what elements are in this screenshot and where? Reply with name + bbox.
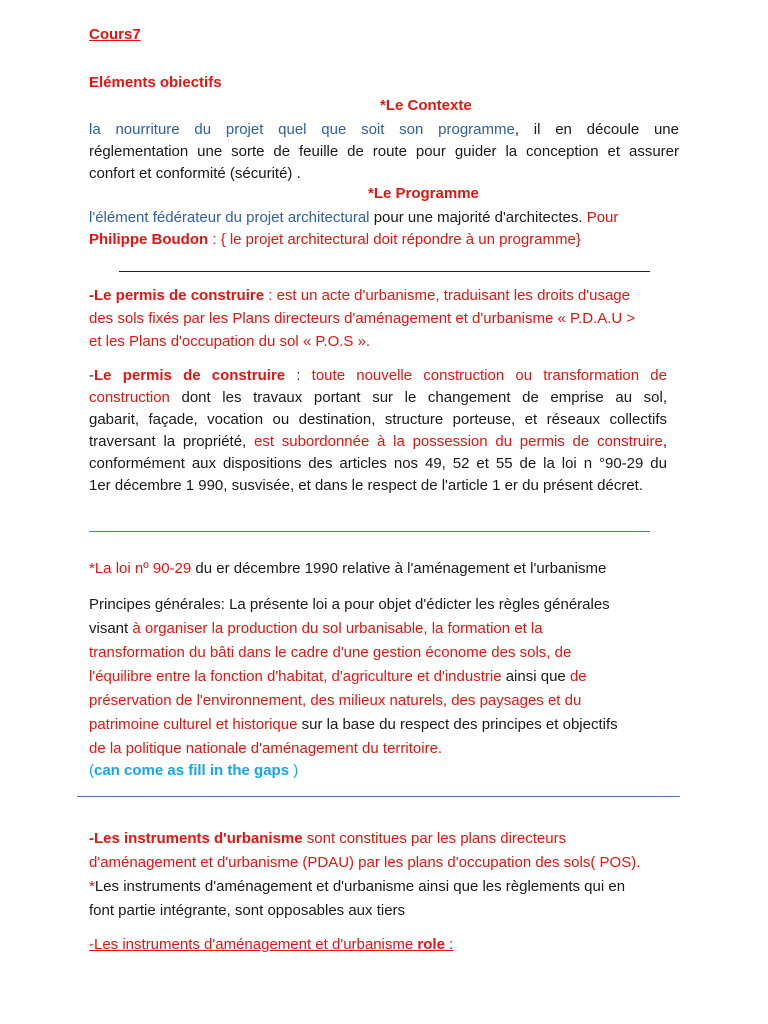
- programme-line-2: [89, 229, 689, 251]
- loi-visant: visant: [89, 620, 133, 637]
- instr-role-label: -Les instruments d'aménagement et d'urbanisme: [89, 936, 418, 953]
- gap-open: (: [89, 762, 94, 779]
- boudon-quote: : { le projet architectural doit répondre à un programme}: [208, 231, 581, 248]
- gap-note: can come as fill in the gaps: [94, 762, 290, 779]
- boudon-name: Philippe Boudon: [89, 231, 209, 248]
- permis2-red-4: est subordonnée à la possession du permis de construire: [253, 433, 663, 450]
- permis2-black-2: dont les travaux portant sur le changement de emprise au sol,: [169, 389, 667, 406]
- permis2-line-3: gabarit, façade, vocation ou destination, structure porteuse, et réseaux collectifs: [89, 411, 667, 428]
- contexte-line-2: réglementation une sorte de feuille de route pour guider la conception et assurer: [89, 143, 679, 160]
- contexte-line-1: [89, 119, 679, 141]
- loi-desc: du er décembre 1990 relative à l'aménagement et l'urbanisme: [191, 560, 607, 577]
- permis2-line-2: [89, 387, 667, 409]
- instr-line-4: font partie intégrante, sont opposables aux tiers: [89, 902, 406, 919]
- loi-p-line-1: Principes générales: La présente loi a pour objet d'édicter les règles générales: [89, 596, 610, 613]
- loi-red-2: à organiser la production du sol urbanisable, la formation et la: [132, 620, 543, 637]
- divider-1: [119, 271, 650, 272]
- heading-programme: *Le Programme: [368, 185, 479, 202]
- permis2-red-1: toute nouvelle construction ou transformation de: [311, 367, 667, 384]
- loi-p-line-4: [89, 665, 689, 689]
- loi-red-6: patrimoine culturel et historique: [89, 716, 298, 733]
- instr-black-3: Les instruments d'aménagement et d'urbanisme ainsi que les règlements qui en: [94, 878, 626, 895]
- permis2-red-2: construction: [89, 389, 170, 406]
- instr-star: *: [89, 878, 95, 895]
- loi-title-line: [89, 558, 689, 580]
- loi-black-6: sur la base du respect des principes et objectifs: [297, 716, 618, 733]
- programme-black-text: pour une majorité d'architectes.: [369, 209, 587, 226]
- section-heading-elements: Eléments obiectifs: [89, 74, 222, 91]
- loi-ainsi: ainsi que: [501, 668, 570, 685]
- loi-p-line-2: [89, 617, 689, 641]
- permis1-line-2: des sols fixés par les Plans directeurs d'aménagement et d'urbanisme « P.D.A.U >: [89, 310, 636, 327]
- instr-line-2: d'aménagement et d'urbanisme (PDAU) par les plans d'occupation des sols( POS).: [89, 854, 641, 871]
- instr-line-5: [89, 933, 689, 957]
- gap-close: ): [289, 762, 299, 779]
- loi-p-line-5: préservation de l'environnement, des milieux naturels, des paysages et du: [89, 692, 582, 709]
- permis2-term: Le permis de construire: [94, 367, 286, 384]
- permis1-line-3: et les Plans d'occupation du sol « P.O.S ».: [89, 333, 371, 350]
- loi-number: *La loi nº 90-29: [89, 560, 192, 577]
- loi-p-line-6: [89, 713, 689, 737]
- loi-p-line-3: transformation du bâti dans le cadre d'une gestion économe des sols, de: [89, 644, 572, 661]
- instr-role-end: :: [444, 936, 454, 953]
- loi-p-line-7: de la politique nationale d'aménagement du territoire.: [89, 740, 443, 757]
- loi-p-line-8: [89, 760, 689, 782]
- programme-blue-text: l'élément fédérateur du projet architectural: [89, 209, 370, 226]
- permis2-line-5: conformément aux dispositions des articles nos 49, 52 et 55 de la loi n °90-29 du: [89, 455, 667, 472]
- contexte-line-3: confort et conformité (sécurité) .: [89, 165, 301, 182]
- programme-line-1: [89, 207, 689, 229]
- instr-def: sont constitues par les plans directeurs: [302, 830, 567, 847]
- permis2-comma: ,: [662, 433, 667, 450]
- permis2-colon: :: [285, 367, 312, 384]
- course-title: Cours7: [89, 26, 141, 43]
- permis2-line-6: 1er décembre 1 990, susvisée, et dans le respect de l'article 1 er du présent décret.: [89, 477, 644, 494]
- programme-red-text: Pour: [586, 209, 619, 226]
- permis1-line-1: [89, 285, 689, 307]
- contexte-rest-text: , il en découle une: [514, 121, 679, 138]
- loi-red-4b: de: [569, 668, 587, 685]
- instr-line-3: [89, 875, 689, 899]
- instr-line-1: [89, 827, 689, 851]
- heading-contexte: *Le Contexte: [380, 97, 472, 114]
- permis2-black-4: traversant la propriété,: [89, 433, 254, 450]
- permis2-dash: -: [89, 367, 94, 384]
- permis1-term: -Le permis de construire: [89, 287, 265, 304]
- instr-term: -Les instruments d'urbanisme: [89, 830, 303, 847]
- contexte-blue-text: la nourriture du projet quel que soit son programme: [89, 121, 515, 138]
- permis1-def: : est un acte d'urbanisme, traduisant les droits d'usage: [264, 287, 630, 304]
- permis2-line-1: [89, 365, 667, 387]
- instr-role-bold: role: [417, 936, 445, 953]
- permis2-line-4: [89, 431, 667, 453]
- divider-3: [77, 796, 680, 797]
- loi-red-4: l'équilibre entre la fonction d'habitat, d'agriculture et d'industrie: [89, 668, 502, 685]
- divider-2: [89, 531, 650, 532]
